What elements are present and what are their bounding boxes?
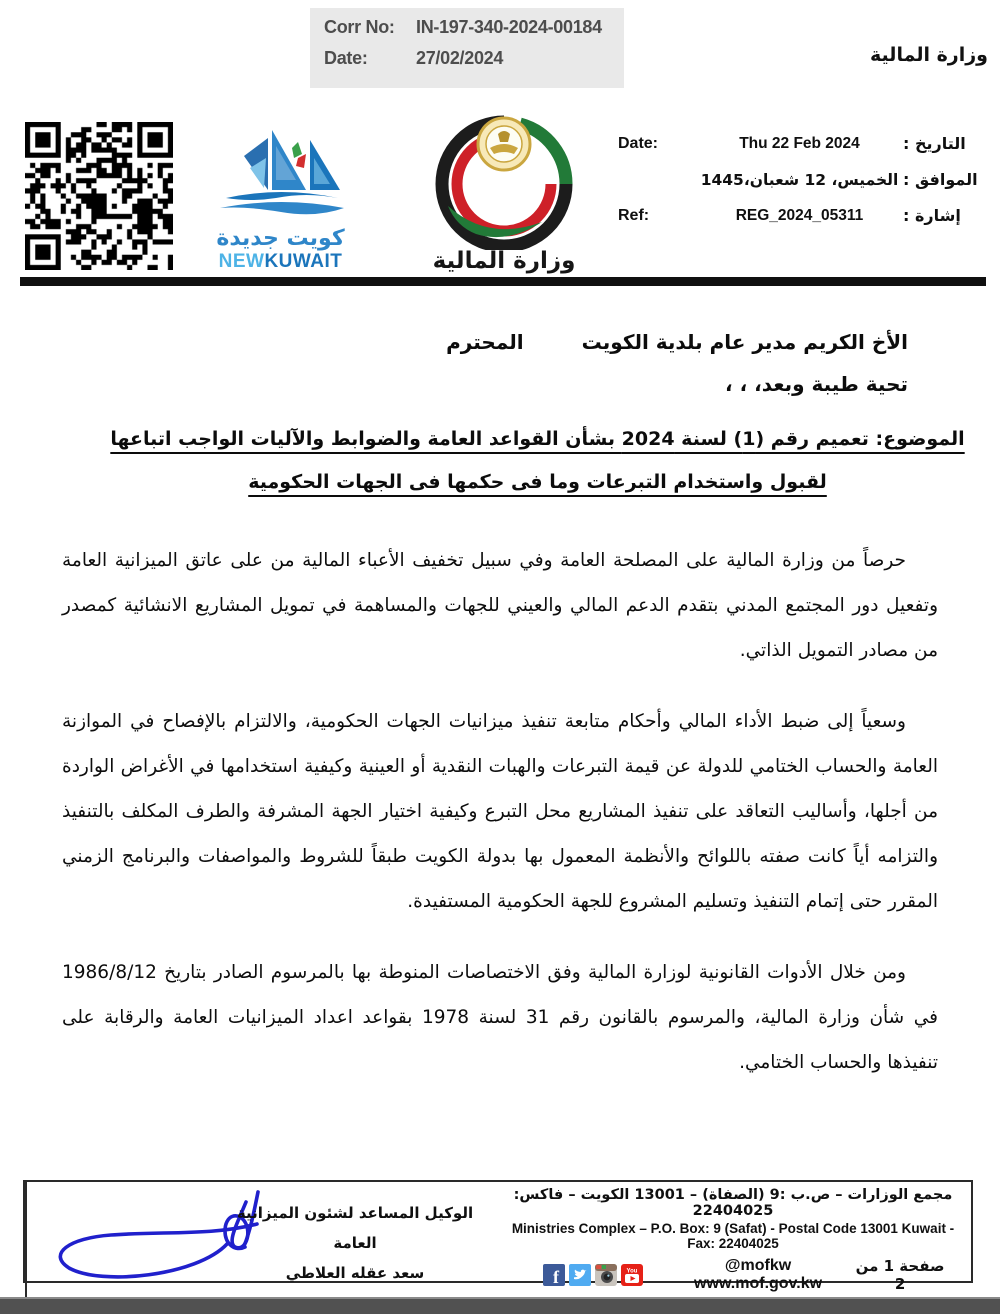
new-kuwait-logo [198,128,363,273]
greeting-line: تحية طيبة وبعد، ، ، [725,372,908,396]
social-row [503,1257,963,1293]
header-divider-rule [20,277,986,286]
paragraph-3: ومن خلال الأدوات القانونية لوزارة المالية وفق الاختصاصات المنوطة بها بالمرسوم الصادر بتاريخ 1986/8/12 في شأن وزارة المالية، والمرسوم بالقانون رقم 31 لسنة 1978 بقواعد اعداد الميزانيات العامة والرقابة على تنفيذها والحساب الختامي. [62,962,939,1073]
social-handle-and-website: @mofkw www.mof.gov.kw [694,1257,823,1292]
qr-code-canvas [25,122,173,270]
salutation-honorific: المحترم [446,330,524,354]
subject-line-2: لقبول واستخدام التبرعات وما فى حكمها فى الجهات الحكومية [248,471,827,493]
ref-value: REG_2024_05311 [735,206,864,224]
corr-number-label: Corr No: [324,17,395,37]
new-kuwait-sails-icon [206,128,356,226]
salutation-recipient: الأخ الكريم مدير عام بلدية الكويت [581,330,908,354]
date-en-value: Thu 22 Feb 2024 [739,134,860,152]
hijri-label: الموافق : [903,170,978,189]
ministry-name-top: وزارة المالية [870,44,988,66]
paragraph-2: وسعياً إلى ضبط الأداء المالي وأحكام متابعة تنفيذ ميزانيات الجهات الحكومية، والالتزام بالإفصاح في الموازنة العامة والحساب الختامي للدولة عن قيمة التبرعات والهبات النقدية أو العينية وكيفية استخدامها في الأغراض الواردة من أجلها، وأساليب التعاقد على تنفيذ المشاريع محل التبرع وكيفية اختيار الجهة المشرفة والطرف المكلف بالتنفيذ والتزامه أياً كانت صفته باللوائح والأنظمة المعمول بها بدولة الكويت طبقاً للشروط والمواصفات والبرنامج الزمني المقرر حتى إتمام التنفيذ وتسليم المشروع للجهة الحكومية المستفيدة. [62,711,938,912]
mof-logo [424,110,584,274]
salutation-line [62,330,908,354]
new-kuwait-word-kuwait: KUWAIT [264,251,343,272]
corr-number-row [324,17,610,38]
facebook-icon [543,1264,565,1286]
page-number: صفحة 1 من 2 [855,1257,945,1293]
footer-table [23,1180,973,1293]
youtube-icon [621,1264,643,1286]
scan-bottom-bar [0,1297,1000,1314]
corr-number-value: IN-197-340-2024-00184 [416,17,602,37]
mof-logo-icon [424,110,584,250]
new-kuwait-wordmark [198,251,363,273]
paragraph-1: حرصاً من وزارة المالية على المصلحة العامة وفي سبيل تخفيف الأعباء المالية من على عاتق الميزانية العامة وتفعيل دور المجتمع المدني بتقدم الدعم المالي والعيني للجهات والمساهمة في تمويل المشاريع الانشائية كمصدر من مصادر التمويل الذاتي. [62,550,938,661]
corr-date-value: 27/02/2024 [416,48,504,68]
signer-block [225,1198,485,1288]
correspondence-stamp [310,8,624,88]
signer-name: سعد عقله العلاطي [285,1264,425,1282]
instagram-icon [595,1264,617,1286]
contact-cell [495,1182,971,1297]
address-arabic: مجمع الوزارات – ص.ب :9 (الصفاة) – 13001 الكويت – فاكس: 22404025 [513,1187,953,1219]
reference-fields [618,134,995,225]
svg-text:f: f [553,1267,559,1286]
letter-body [62,538,938,1111]
corr-date-row [324,48,610,69]
hijri-date-value: الخميس، 12 شعبان،1445 [700,170,899,189]
address-english: Ministries Complex – P.O. Box: 9 (Safat) - Postal Code 13001 Kuwait - [511,1221,955,1236]
fax-line: Fax: 22404025 [687,1236,779,1251]
ref-ar-label: إشارة : [903,206,961,225]
svg-text:You: You [626,1268,638,1275]
corr-date-label: Date: [324,48,368,68]
new-kuwait-arabic-label: كويت جديدة [216,226,345,251]
signer-title: الوكيل المساعد لشئون الميزانية العامة [236,1204,474,1252]
date-en-label: Date: [618,134,659,152]
new-kuwait-word-new: NEW [218,251,265,272]
social-icons [543,1264,643,1286]
ref-en-label: Ref: [618,206,650,224]
subject-block [80,418,995,504]
date-ar-label: التاريخ : [903,134,966,153]
subject-line-1: الموضوع: تعميم رقم (1) لسنة 2024 بشأن القواعد العامة والضوابط والآليات الواجب اتباعها [110,428,965,450]
mof-logo-caption: وزارة المالية [432,248,576,274]
qr-code [25,122,173,270]
signature-cell [25,1182,495,1297]
twitter-icon [569,1264,591,1286]
